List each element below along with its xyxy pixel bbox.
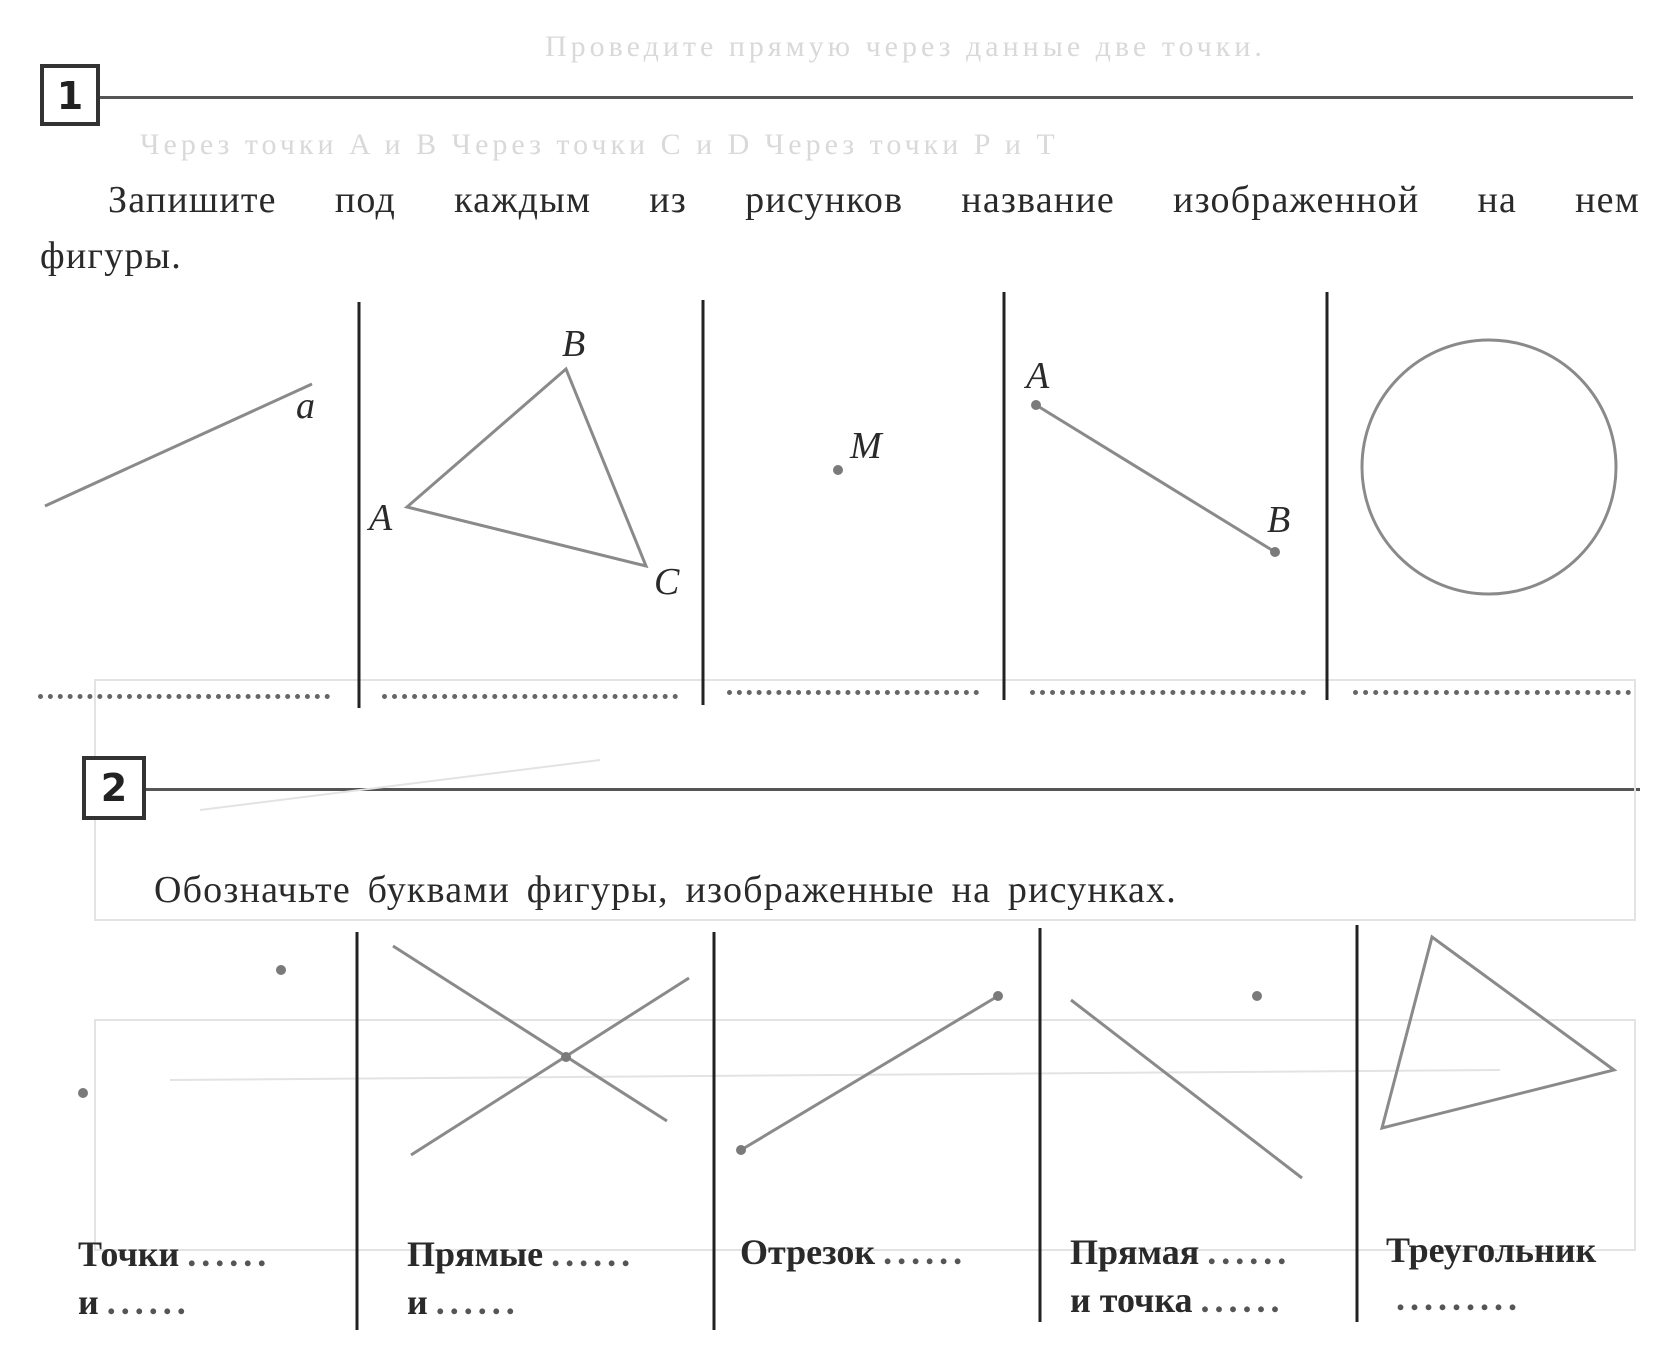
answer-line-blank[interactable]: ...... bbox=[1207, 1232, 1292, 1272]
answer-lines-blank-1[interactable]: ...... bbox=[551, 1234, 636, 1274]
task-1-number: 1 bbox=[40, 64, 100, 126]
answer-lines-label: Прямые bbox=[407, 1234, 544, 1274]
triangle-vertex-c-label: C bbox=[654, 561, 680, 603]
answer-triangle-label: Треугольник bbox=[1386, 1230, 1597, 1270]
answer-points bbox=[78, 1230, 271, 1326]
answer-lines-blank-2[interactable]: ...... bbox=[435, 1282, 520, 1322]
figure-2-segment-end-1 bbox=[736, 1145, 746, 1155]
segment-b-label: B bbox=[1267, 499, 1291, 541]
figure-triangle-abc bbox=[407, 369, 646, 566]
triangle-vertex-a-label: A bbox=[369, 497, 393, 539]
figure-segment-ab bbox=[1036, 405, 1275, 552]
figure-2-line bbox=[1071, 1000, 1302, 1178]
answer-line-and-point bbox=[1070, 1228, 1291, 1324]
ghost-line-2 bbox=[170, 1070, 1500, 1080]
answer-points-blank-2[interactable]: ...... bbox=[106, 1282, 191, 1322]
segment-endpoint-a bbox=[1031, 400, 1041, 410]
figure-line-a bbox=[45, 384, 312, 506]
task-1-answer-line-4[interactable] bbox=[1030, 690, 1306, 695]
figure-2-line-1 bbox=[393, 946, 667, 1121]
task-1-answer-line-2[interactable] bbox=[382, 694, 678, 699]
answer-points-and: и bbox=[78, 1282, 99, 1322]
figure-point-m bbox=[833, 465, 843, 475]
figure-2-line-2 bbox=[411, 978, 689, 1155]
task-1-text-line-1: Запишите под каждым из рисунков название изображенной на нем bbox=[108, 179, 1640, 221]
point-m-label: M bbox=[850, 425, 882, 467]
figure-2-point-2 bbox=[78, 1088, 88, 1098]
answer-line-label: Прямая bbox=[1070, 1232, 1200, 1272]
show-through-line-1: Проведите прямую через данные две точки. bbox=[545, 30, 1266, 63]
figure-2-point-1 bbox=[276, 965, 286, 975]
task-1-answer-line-5[interactable] bbox=[1353, 690, 1631, 695]
show-through-shapes bbox=[95, 680, 1635, 1250]
line-a-label: a bbox=[296, 385, 315, 427]
answer-triangle-blank[interactable]: ......... bbox=[1396, 1278, 1522, 1318]
task-2-number: 2 bbox=[82, 756, 146, 820]
answer-segment-label: Отрезок bbox=[740, 1232, 876, 1272]
task-1-answer-line-1[interactable] bbox=[38, 694, 330, 699]
task-1-answer-line-3[interactable] bbox=[727, 690, 979, 695]
figure-circle bbox=[1362, 340, 1616, 594]
ghost-frame-2 bbox=[95, 1020, 1635, 1250]
show-through-line-2: Через точки A и B Через точки C и D Через точки P и T bbox=[140, 128, 1059, 161]
answer-lines bbox=[407, 1230, 635, 1326]
figure-2-free-point bbox=[1252, 991, 1262, 1001]
figure-2-triangle bbox=[1382, 937, 1614, 1128]
ghost-line-1 bbox=[200, 760, 600, 810]
segment-a-label: A bbox=[1026, 355, 1050, 397]
answer-points-blank-1[interactable]: ...... bbox=[187, 1234, 272, 1274]
triangle-vertex-b-label: B bbox=[562, 323, 586, 365]
answer-lines-and: и bbox=[407, 1282, 428, 1322]
task-1-dividers bbox=[359, 292, 1327, 708]
task-2-text: Обозначьте буквами фигуры, изображенные на рисунках. bbox=[154, 869, 1177, 911]
task-1-text bbox=[40, 172, 1640, 284]
answer-point-blank[interactable]: ...... bbox=[1200, 1280, 1285, 1320]
task-1-text-line-2: фигуры. bbox=[40, 235, 182, 277]
figure-2-segment-end-2 bbox=[993, 991, 1003, 1001]
answer-and-point-label: и точка bbox=[1070, 1280, 1193, 1320]
answer-segment-blank[interactable]: ...... bbox=[883, 1232, 968, 1272]
answer-triangle bbox=[1386, 1226, 1596, 1322]
answer-segment bbox=[740, 1228, 967, 1276]
segment-endpoint-b bbox=[1270, 547, 1280, 557]
figure-2-intersection bbox=[561, 1052, 571, 1062]
answer-points-label: Точки bbox=[78, 1234, 180, 1274]
